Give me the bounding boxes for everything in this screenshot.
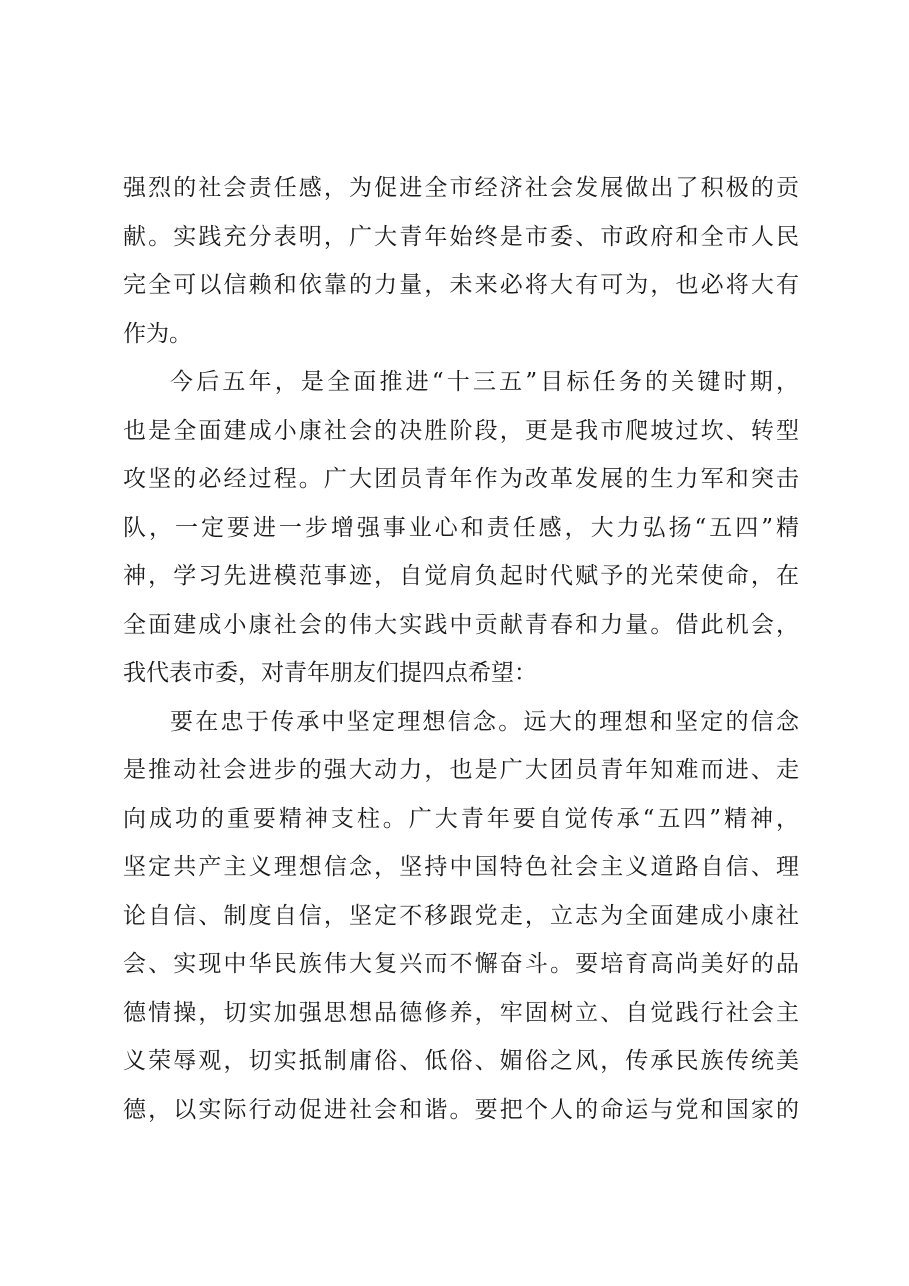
text-line: 向成功的重要精神支柱。广大青年要自觉传承“五四”精神，	[123, 805, 799, 832]
text-line: 也是全面建成小康社会的决胜阶段，更是我市爬坡过坎、转型	[123, 417, 799, 444]
paragraph-3	[123, 698, 799, 1135]
text-line: 今后五年，是全面推进“十三五”目标任务的关键时期，	[170, 369, 799, 395]
text-line: 论自信、制度自信，坚定不移跟党走，立志为全面建成小康社	[123, 902, 799, 929]
paragraph-1	[123, 164, 799, 358]
text-line: 献。实践充分表明，广大青年始终是市委、市政府和全市人民	[123, 223, 799, 250]
text-line: 是推动社会进步的强大动力，也是广大团员青年知难而进、走	[123, 757, 799, 783]
paragraph-2	[123, 358, 799, 698]
text-line: 坚定共产主义理想信念，坚持中国特色社会主义道路自信、理	[123, 854, 799, 880]
body-text	[123, 164, 799, 1134]
text-line: 会、实现中华民族伟大复兴而不懈奋斗。要培育高尚美好的品	[123, 951, 799, 977]
text-line: 我代表市委，对青年朋友们提四点希望：	[123, 660, 537, 686]
text-line: 神，学习先进模范事迹，自觉肩负起时代赋予的光荣使命，在	[123, 563, 799, 589]
text-line: 作为。	[123, 320, 192, 347]
text-line: 德情操，切实加强思想品德修养，牢固树立、自觉践行社会主	[123, 999, 799, 1026]
text-line: 全面建成小康社会的伟大实践中贡献青春和力量。借此机会，	[123, 611, 799, 638]
text-line: 强烈的社会责任感，为促进全市经济社会发展做出了积极的贡	[123, 175, 799, 201]
text-line: 德，以实际行动促进社会和谐。要把个人的命运与党和国家的	[123, 1096, 799, 1123]
text-line: 攻坚的必经过程。广大团员青年作为改革发展的生力军和突击	[123, 466, 799, 492]
text-line: 队，一定要进一步增强事业心和责任感，大力弘扬“五四”精	[123, 514, 799, 541]
text-line: 义荣辱观，切实抵制庸俗、低俗、媚俗之风，传承民族传统美	[123, 1048, 799, 1074]
text-line: 要在忠于传承中坚定理想信念。远大的理想和坚定的信念	[170, 708, 799, 735]
text-line: 完全可以信赖和依靠的力量，未来必将大有可为，也必将大有	[123, 272, 799, 298]
